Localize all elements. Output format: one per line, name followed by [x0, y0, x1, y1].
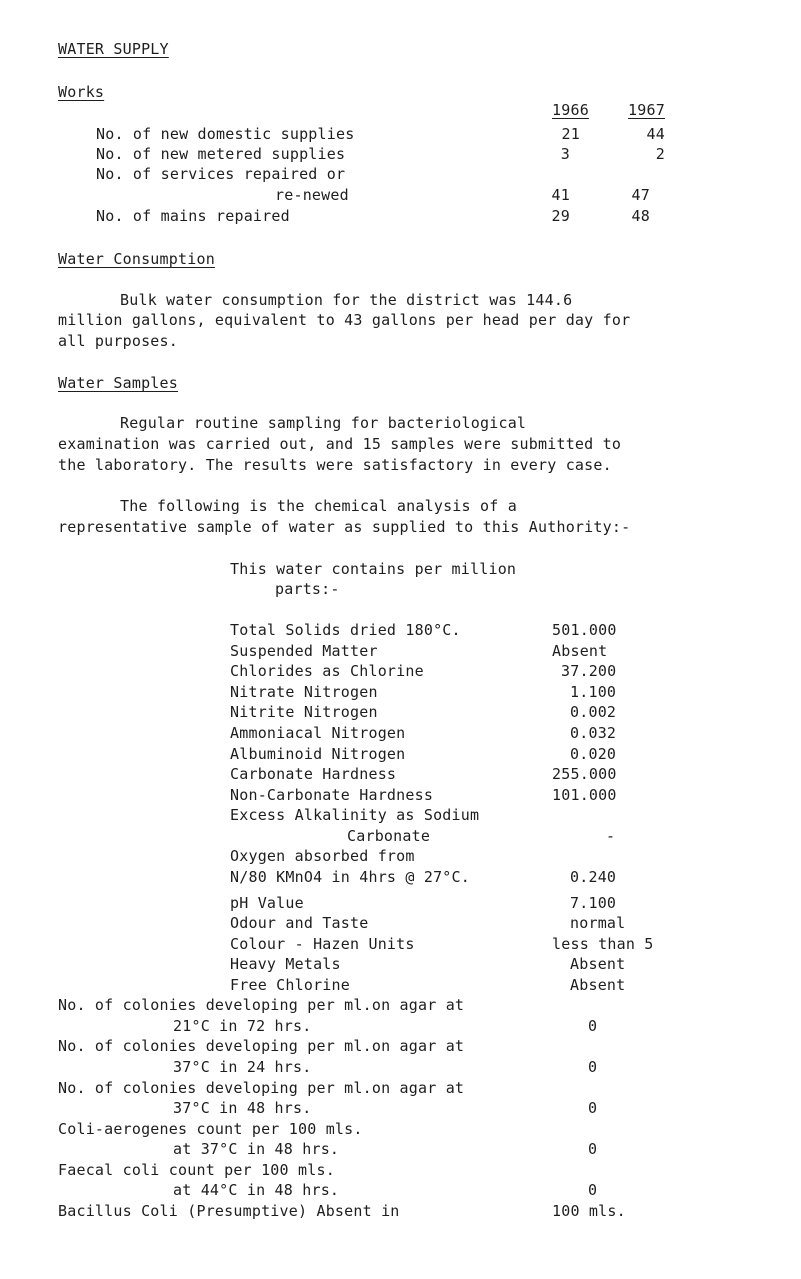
bact-label-cont: 37°C in 24 hrs. [173, 1058, 312, 1076]
analysis-label: Total Solids dried 180°C. [230, 621, 461, 639]
analysis-value: 1.100 [570, 683, 617, 701]
works-row-label: No. of services repaired or [96, 165, 346, 183]
works-row-1967: 47 [631, 186, 650, 204]
year-1967-header: 1967 [628, 101, 665, 119]
bact-label-cont: at 37°C in 48 hrs. [173, 1140, 340, 1158]
alkalinity-label-cont: Carbonate [347, 827, 431, 845]
analysis-value: 501.000 [552, 621, 617, 639]
analysis-value: 7.100 [570, 894, 617, 912]
analysis-value: Absent [570, 955, 626, 973]
analysis-value: 0.032 [570, 724, 617, 742]
analysis-intro: parts:- [275, 580, 340, 598]
samples-text: Regular routine sampling for bacteriological [120, 414, 527, 432]
samples-text: the laboratory. The results were satisfactory in every case. [58, 456, 612, 474]
analysis-value: Absent [552, 642, 608, 660]
bact-label: No. of colonies developing per ml.on agar at [58, 1079, 465, 1097]
works-heading: Works [58, 83, 105, 101]
works-row-label: No. of new metered supplies [96, 145, 346, 163]
analysis-label: Chlorides as Chlorine [230, 662, 424, 680]
alkalinity-value: - [606, 827, 616, 845]
bact-label: No. of colonies developing per ml.on agar at [58, 996, 465, 1014]
samples-text: representative sample of water as supplied to this Authority:- [58, 518, 631, 536]
consumption-heading: Water Consumption [58, 250, 215, 268]
analysis-label: Free Chlorine [230, 976, 350, 994]
analysis-label: Heavy Metals [230, 955, 341, 973]
analysis-label: Albuminoid Nitrogen [230, 745, 406, 763]
bact-label: Coli-aerogenes count per 100 mls. [58, 1120, 363, 1138]
bacillus-label: Bacillus Coli (Presumptive) Absent in [58, 1202, 400, 1220]
analysis-label: Odour and Taste [230, 914, 369, 932]
bact-label-cont: at 44°C in 48 hrs. [173, 1181, 340, 1199]
samples-heading: Water Samples [58, 374, 178, 392]
analysis-label: Nitrate Nitrogen [230, 683, 378, 701]
works-row-label: No. of mains repaired [96, 207, 290, 225]
analysis-label: Suspended Matter [230, 642, 378, 660]
analysis-label: Nitrite Nitrogen [230, 703, 378, 721]
analysis-value: 101.000 [552, 786, 617, 804]
works-row-1967: 48 [631, 207, 650, 225]
bact-value: 0 [588, 1017, 598, 1035]
analysis-label: Carbonate Hardness [230, 765, 397, 783]
bact-value: 0 [588, 1099, 598, 1117]
oxygen-label: Oxygen absorbed from [230, 847, 415, 865]
consumption-text: million gallons, equivalent to 43 gallons per head per day for [58, 311, 631, 329]
analysis-value: 37.200 [561, 662, 617, 680]
works-row-label-cont: re-newed [275, 186, 349, 204]
analysis-value: 255.000 [552, 765, 617, 783]
section-heading: WATER SUPPLY [58, 40, 169, 58]
alkalinity-label: Excess Alkalinity as Sodium [230, 806, 480, 824]
bact-label: Faecal coli count per 100 mls. [58, 1161, 335, 1179]
bact-value: 0 [588, 1140, 598, 1158]
analysis-label: Colour - Hazen Units [230, 935, 415, 953]
analysis-value: 0.002 [570, 703, 617, 721]
analysis-value: less than 5 [552, 935, 654, 953]
analysis-value: normal [570, 914, 626, 932]
samples-text: examination was carried out, and 15 samples were submitted to [58, 435, 622, 453]
works-row-1966: 29 [551, 207, 570, 225]
oxygen-label-cont: N/80 KMnO4 in 4hrs @ 27°C. [230, 868, 470, 886]
bact-label-cont: 21°C in 72 hrs. [173, 1017, 312, 1035]
analysis-value: Absent [570, 976, 626, 994]
samples-text: The following is the chemical analysis of a [120, 497, 517, 515]
works-row-1967: 44 [646, 125, 665, 143]
analysis-label: pH Value [230, 894, 304, 912]
analysis-label: Ammoniacal Nitrogen [230, 724, 406, 742]
works-row-1966: 21 [561, 125, 580, 143]
analysis-value: 0.020 [570, 745, 617, 763]
bact-value: 0 [588, 1058, 598, 1076]
works-row-1966: 41 [551, 186, 570, 204]
bact-label: No. of colonies developing per ml.on agar at [58, 1037, 465, 1055]
consumption-text: all purposes. [58, 332, 178, 350]
bacillus-value: 100 mls. [552, 1202, 626, 1220]
oxygen-value: 0.240 [570, 868, 617, 886]
year-1966-header: 1966 [552, 101, 589, 119]
works-row-label: No. of new domestic supplies [96, 125, 355, 143]
analysis-intro: This water contains per million [230, 560, 517, 578]
consumption-text: Bulk water consumption for the district was 144.6 [120, 291, 573, 309]
works-row-1966: 3 [560, 145, 570, 163]
analysis-label: Non-Carbonate Hardness [230, 786, 434, 804]
bact-label-cont: 37°C in 48 hrs. [173, 1099, 312, 1117]
works-row-1967: 2 [655, 145, 665, 163]
bact-value: 0 [588, 1181, 598, 1199]
